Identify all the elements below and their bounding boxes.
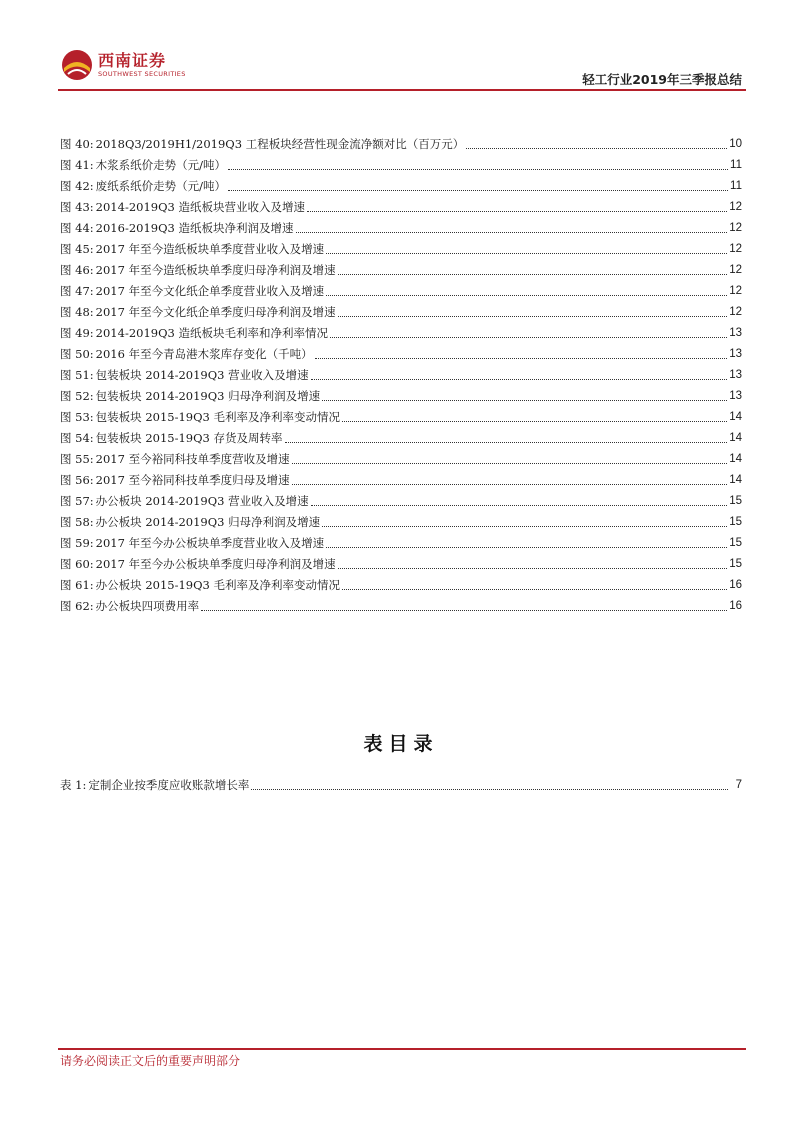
toc-entry-number: 图 52: [60,388,94,403]
toc-entry-page: 13 [729,347,742,360]
toc-entry-number: 图 46: [60,262,94,277]
toc-entry-title: 包装板块 2014-2019Q3 营业收入及增速 [95,367,309,382]
toc-entry[interactable] [60,343,742,364]
toc-entry-title: 2017 年至今文化纸企单季度营业收入及增速 [95,283,325,298]
toc-entry-page: 16 [729,599,742,612]
toc-entry-page: 15 [729,515,742,528]
toc-entry[interactable] [60,280,742,301]
footer-divider [58,1048,746,1050]
toc-entry-number: 图 58: [60,514,94,529]
page-header [0,0,802,92]
figure-index-list [60,133,742,616]
toc-entry-page: 12 [729,221,742,234]
toc-entry-number: 图 51: [60,367,94,382]
toc-entry-title: 2017 年至今办公板块单季度归母净利润及增速 [95,556,336,571]
company-logo [60,46,240,86]
toc-entry-page: 12 [729,284,742,297]
toc-entry-title: 办公板块四项费用率 [95,598,200,613]
toc-dot-leader [311,504,728,506]
toc-entry-page: 12 [729,242,742,255]
toc-entry-page: 12 [729,263,742,276]
toc-dot-leader [322,399,727,401]
toc-entry-number: 图 43: [60,199,94,214]
toc-entry[interactable] [60,301,742,322]
toc-entry-page: 11 [730,179,742,192]
toc-entry-title: 2014-2019Q3 造纸板块营业收入及增速 [95,199,305,214]
toc-entry-title: 2014-2019Q3 造纸板块毛利率和净利率情况 [95,325,328,340]
toc-entry-number: 图 44: [60,220,94,235]
toc-entry-title: 2017 至今裕同科技单季度营收及增速 [95,451,290,466]
toc-dot-leader [315,357,728,359]
toc-entry[interactable] [60,469,742,490]
toc-entry-number: 图 42: [60,178,94,193]
toc-entry-title: 2017 年至今文化纸企单季度归母净利润及增速 [95,304,336,319]
toc-entry-title: 2016-2019Q3 造纸板块净利润及增速 [95,220,294,235]
toc-entry[interactable] [60,322,742,343]
toc-entry[interactable] [60,175,742,196]
header-divider [58,89,746,91]
toc-entry-page: 13 [729,326,742,339]
toc-entry[interactable] [60,133,742,154]
toc-entry[interactable] [60,511,742,532]
toc-dot-leader [326,252,727,254]
toc-entry-number: 图 62: [60,598,94,613]
toc-dot-leader [322,525,727,527]
toc-entry-number: 图 61: [60,577,94,592]
toc-entry[interactable] [60,196,742,217]
toc-entry-number: 图 57: [60,493,94,508]
logo-english-name: SOUTHWEST SECURITIES [98,70,186,78]
toc-entry-title: 2018Q3/2019H1/2019Q3 工程板块经营性现金流净额对比（百万元） [95,136,465,151]
toc-dot-leader [311,378,728,380]
toc-dot-leader [326,546,727,548]
toc-dot-leader [338,273,728,275]
toc-entry-number: 图 47: [60,283,94,298]
toc-entry-page: 15 [729,536,742,549]
toc-entry-title: 包装板块 2014-2019Q3 归母净利润及增速 [95,388,321,403]
toc-dot-leader [338,315,728,317]
logo-emblem-icon [60,48,94,82]
toc-dot-leader [201,609,727,611]
toc-entry-page: 14 [729,410,742,423]
toc-entry-number: 图 56: [60,472,94,487]
toc-entry[interactable] [60,364,742,385]
toc-entry[interactable] [60,448,742,469]
toc-entry-page: 14 [729,431,742,444]
toc-entry-title: 2017 年至今造纸板块单季度归母净利润及增速 [95,262,336,277]
toc-entry-page: 14 [729,473,742,486]
toc-entry[interactable] [60,238,742,259]
toc-entry-number: 图 49: [60,325,94,340]
toc-dot-leader [342,588,727,590]
toc-entry-page: 13 [729,389,742,402]
logo-chinese-name: 西南证券 [98,51,167,70]
toc-entry-number: 图 40: [60,136,94,151]
toc-entry-page: 13 [729,368,742,381]
toc-dot-leader [251,788,728,790]
toc-entry-title: 包装板块 2015-19Q3 存货及周转率 [95,430,283,445]
toc-entry[interactable] [60,217,742,238]
toc-dot-leader [228,189,728,191]
toc-entry-number: 图 45: [60,241,94,256]
toc-entry-page: 14 [729,452,742,465]
toc-entry-page: 16 [729,578,742,591]
toc-dot-leader [285,441,728,443]
toc-entry[interactable] [60,385,742,406]
toc-entry-title: 2016 年至今青岛港木浆库存变化（千吨） [95,346,313,361]
toc-dot-leader [228,168,728,170]
table-index-heading: 表目录 [363,733,439,755]
toc-entry[interactable] [60,154,742,175]
toc-entry-title: 废纸系纸价走势（元/吨） [95,178,227,193]
toc-entry-title: 办公板块 2014-2019Q3 营业收入及增速 [95,493,309,508]
toc-dot-leader [307,210,727,212]
toc-dot-leader [330,336,727,338]
toc-dot-leader [292,483,728,485]
toc-entry[interactable] [60,259,742,280]
toc-entry-number: 图 55: [60,451,94,466]
toc-entry[interactable] [60,553,742,574]
toc-entry-title: 办公板块 2014-2019Q3 归母净利润及增速 [95,514,321,529]
toc-entry[interactable] [60,427,742,448]
toc-entry-title: 2017 年至今造纸板块单季度营业收入及增速 [95,241,325,256]
toc-entry-number: 表 1: [60,777,87,792]
toc-entry-number: 图 48: [60,304,94,319]
toc-entry-title: 2017 年至今办公板块单季度营业收入及增速 [95,535,325,550]
toc-dot-leader [466,147,727,149]
toc-entry[interactable] [60,490,742,511]
toc-entry-title: 定制企业按季度应收账款增长率 [88,777,250,792]
toc-entry[interactable] [60,532,742,553]
toc-entry-title: 2017 至今裕同科技单季度归母及增速 [95,472,290,487]
toc-entry-page: 7 [735,778,742,791]
toc-entry-number: 图 59: [60,535,94,550]
toc-entry-number: 图 60: [60,556,94,571]
toc-entry-number: 图 54: [60,430,94,445]
toc-entry-title: 包装板块 2015-19Q3 毛利率及净利率变动情况 [95,409,341,424]
toc-entry[interactable] [60,595,742,616]
document-title: 轻工行业2019年三季报总结 [582,72,742,87]
toc-entry-number: 图 50: [60,346,94,361]
toc-entry-number: 图 53: [60,409,94,424]
toc-entry-page: 15 [729,494,742,507]
toc-dot-leader [326,294,727,296]
toc-entry-page: 15 [729,557,742,570]
toc-entry-page: 11 [730,158,742,171]
toc-entry[interactable] [60,574,742,595]
toc-entry-title: 木浆系纸价走势（元/吨） [95,157,227,172]
toc-entry-page: 10 [729,137,742,150]
toc-dot-leader [292,462,728,464]
toc-entry-number: 图 41: [60,157,94,172]
toc-dot-leader [342,420,727,422]
footer-disclaimer: 请务必阅读正文后的重要声明部分 [60,1054,241,1068]
table-index-list [60,774,742,795]
toc-dot-leader [296,231,728,233]
toc-entry-page: 12 [729,305,742,318]
toc-entry[interactable] [60,774,742,795]
toc-dot-leader [338,567,728,569]
toc-entry[interactable] [60,406,742,427]
toc-entry-title: 办公板块 2015-19Q3 毛利率及净利率变动情况 [95,577,341,592]
toc-entry-page: 12 [729,200,742,213]
